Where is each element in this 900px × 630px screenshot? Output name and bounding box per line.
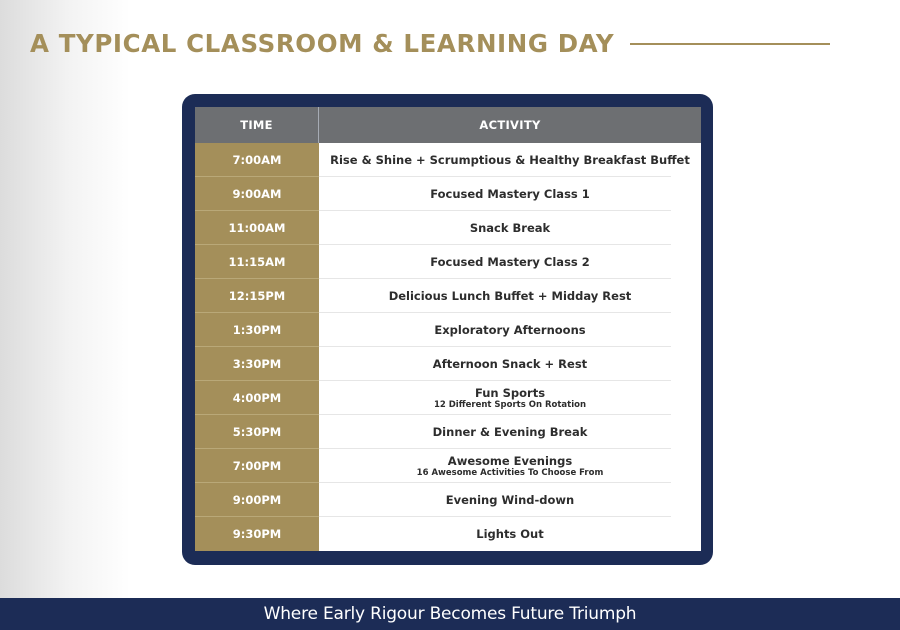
time-cell: 5:30PM — [195, 415, 319, 449]
activity-label: Lights Out — [476, 526, 544, 541]
page-title: A TYPICAL CLASSROOM & LEARNING DAY — [30, 28, 615, 58]
table-row — [195, 381, 701, 415]
activity-cell — [319, 313, 701, 347]
time-cell: 9:00AM — [195, 177, 319, 211]
table-row — [195, 517, 701, 551]
table-row — [195, 245, 701, 279]
footer-tagline: Where Early Rigour Becomes Future Triumph — [263, 604, 637, 624]
time-cell: 7:00PM — [195, 449, 319, 483]
table-row — [195, 211, 701, 245]
activity-label: Evening Wind-down — [445, 492, 575, 507]
activity-cell — [319, 143, 701, 177]
activity-label: Focused Mastery Class 1 — [430, 186, 590, 201]
activity-cell — [319, 245, 701, 279]
activity-cell — [319, 279, 701, 313]
activity-label: Snack Break — [469, 220, 551, 235]
activity-cell — [319, 415, 701, 449]
time-cell: 4:00PM — [195, 381, 319, 415]
activity-label: Afternoon Snack + Rest — [432, 356, 588, 371]
table-row — [195, 415, 701, 449]
time-cell: 1:30PM — [195, 313, 319, 347]
table-header-row — [195, 107, 701, 143]
activity-label: Awesome Evenings — [447, 453, 573, 468]
activity-cell — [319, 517, 701, 551]
title-rule-divider — [630, 43, 830, 45]
table-row — [195, 177, 701, 211]
table-body — [195, 143, 701, 551]
table-row — [195, 143, 701, 177]
table-row — [195, 347, 701, 381]
activity-sublabel: 16 Awesome Activities To Choose From — [416, 467, 604, 478]
activity-cell — [319, 483, 701, 517]
page-header — [30, 26, 850, 60]
schedule-table — [195, 107, 701, 551]
time-cell: 9:30PM — [195, 517, 319, 551]
activity-sublabel: 12 Different Sports On Rotation — [433, 399, 587, 410]
time-cell: 12:15PM — [195, 279, 319, 313]
time-cell: 11:15AM — [195, 245, 319, 279]
activity-label: Rise & Shine + Scrumptious & Healthy Breakfast Buffet — [330, 152, 690, 167]
activity-label: Focused Mastery Class 2 — [430, 254, 590, 269]
table-row — [195, 483, 701, 517]
activity-cell — [319, 449, 701, 483]
column-header-activity: ACTIVITY — [479, 118, 541, 132]
table-row — [195, 313, 701, 347]
activity-label: Dinner & Evening Break — [432, 424, 588, 439]
activity-cell — [319, 211, 701, 245]
activity-cell — [319, 347, 701, 381]
footer-bar — [0, 598, 900, 630]
activity-label: Exploratory Afternoons — [434, 322, 586, 337]
column-header-time: TIME — [195, 107, 319, 143]
time-cell: 11:00AM — [195, 211, 319, 245]
activity-label: Delicious Lunch Buffet + Midday Rest — [388, 288, 632, 303]
table-row — [195, 449, 701, 483]
table-row — [195, 279, 701, 313]
activity-label: Fun Sports — [474, 385, 546, 400]
schedule-frame — [182, 94, 713, 565]
activity-cell — [319, 177, 701, 211]
activity-cell — [319, 381, 701, 415]
time-cell: 9:00PM — [195, 483, 319, 517]
time-cell: 3:30PM — [195, 347, 319, 381]
time-cell: 7:00AM — [195, 143, 319, 177]
